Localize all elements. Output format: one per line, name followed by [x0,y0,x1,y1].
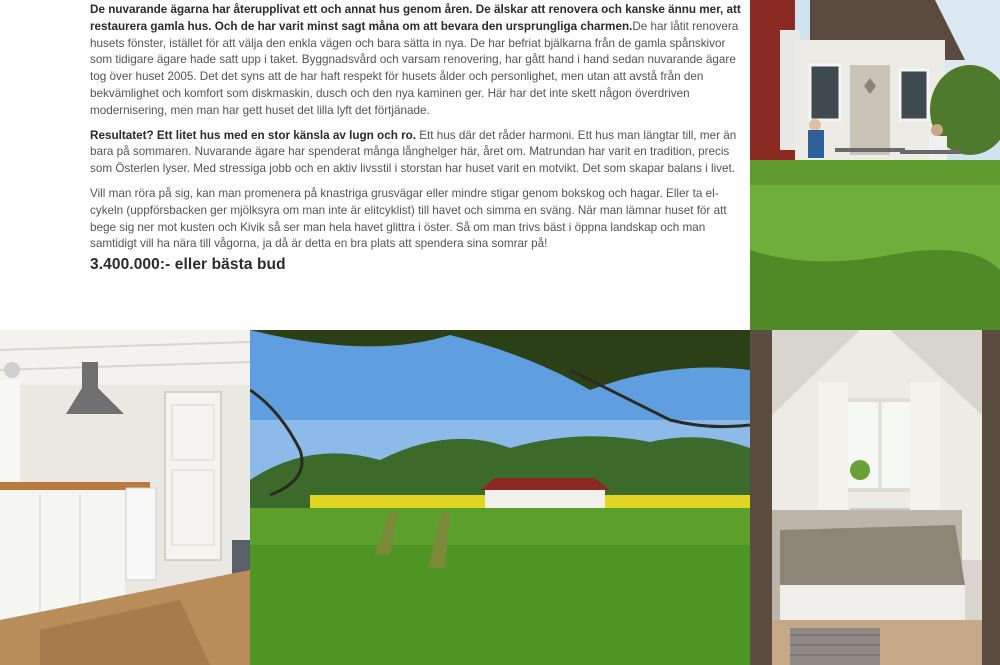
house-garden-photo [750,0,1000,330]
article-text [90,2,742,274]
result-lead: Resultatet? Ett litet hus med en stor känsla av lugn och ro. [90,128,417,142]
result-body: Ett hus där det råder harmoni. Ett hus man längtar till, mer än bara på sommaren. Nuvarande ägare har spenderat många långhelger här, året om. Matrundan har varit en tradition, precis som Österlen lyser. Med stressiga jobb och en aktiv livsstil i storstan har huset varit en motvikt. Det som skapar balans i livet. [90,128,737,176]
paragraph-result [90,128,742,178]
intro-body: De har låtit renovera husets fönster, istället för att välja den enkla vägen och bara sätta in nya. De har befriat bjälkarna från de gamla spånskivor som tidigare ägare hade satt upp i taket. Byggnadsvård och varsam renovering, har gått hand i hand sedan nuvarande ägare tog över huset 2005. Det det syns att de har haft respekt för husets ålder och personlighet, men utan att avstå från den bekvämlighet och komfort som diskmaskin, dusch och den nya kaminen ger. Här har det inte skett någon överdriven modernisering, men man har gett huset det lilla lyft det förtjänade. [90,19,739,117]
price-label: 3.400.000:- eller bästa bud [90,256,286,274]
bedroom-photo [750,330,1000,665]
intro-lead: De nuvarande ägarna har återupplivat ett och annat hus genom åren. De älskar att renovera och kanske ännu mer, att restaurera gamla hus. Och de har varit minst sagt måna om att bevara den ursprungliga charmen. [90,3,741,33]
field-landscape-photo [250,330,750,665]
kitchen-photo [0,330,250,665]
paragraph-surroundings: Vill man röra på sig, kan man promenera på knastriga grusvägar eller mindre stigar genom bokskog och hagar. Eller ta el-cykeln (uppförsbacken ger mjölksyra om man inte är elitcyklist) till havet och simma en sväng. När man lämnar huset för att bege sig ner mot kusten och Kivik så ser man hela havet glittra i öster. Så om man trivs bäst i öppna landskap och man samtidigt vill ha nära till vågorna, ja då är detta en bra plats att spendera sina somrar på! [90,186,727,251]
paragraph-intro [90,2,742,120]
